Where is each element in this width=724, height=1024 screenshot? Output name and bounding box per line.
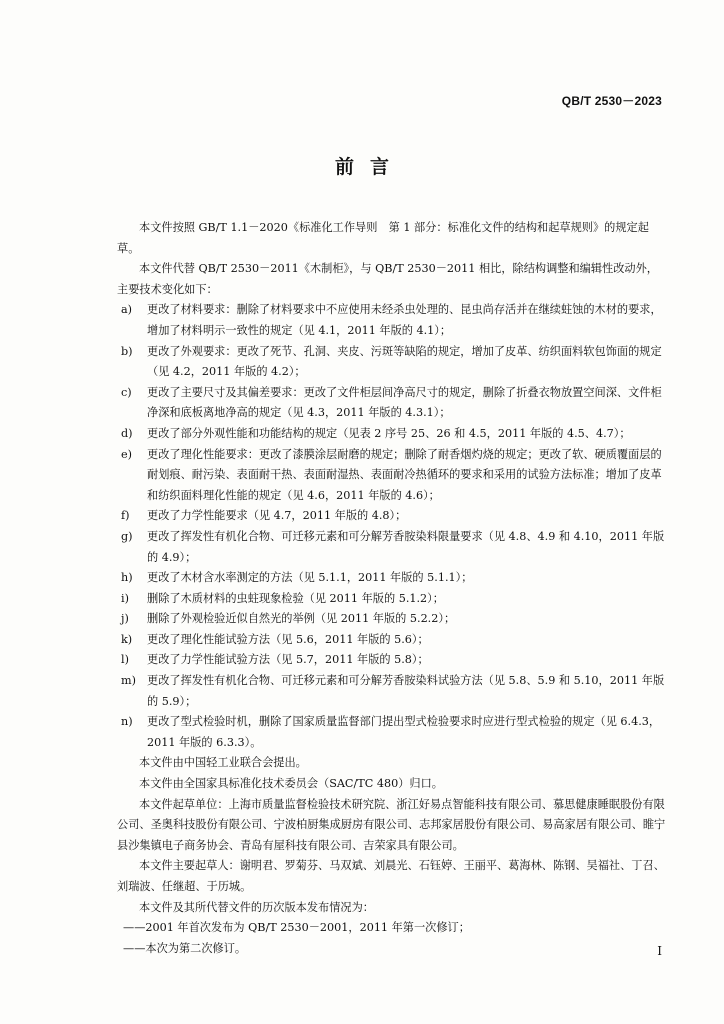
list-item-label: l) — [121, 653, 129, 667]
list-item — [117, 383, 669, 424]
history-intro-paragraph: 本文件及其所代替文件的历次版本发布情况为： — [139, 900, 374, 914]
list-item-label: a) — [121, 303, 133, 317]
list-item — [117, 300, 669, 341]
list-item-label: j) — [121, 612, 129, 626]
list-item-label: n) — [121, 715, 133, 729]
document-code: QB/T 2530－2023 — [561, 94, 662, 108]
list-item-text: 删除了外观检验近似自然光的举例（见 2011 年版的 5.2.2）； — [147, 612, 456, 626]
list-item — [117, 712, 669, 753]
list-item-label: k) — [121, 632, 133, 646]
list-item-label: c) — [121, 385, 132, 399]
list-item-text: 更改了材料要求：删除了材料要求中不应使用未经杀虫处理的、昆虫尚存活并在继续蛀蚀的木材的要求，增加了材料明示一致性的规定（见 4.1，2011 年版的 4.1）； — [147, 303, 662, 337]
drafters-paragraph: 本文件主要起草人：谢明君、罗菊芬、马双斌、刘晨光、石钰婷、王丽平、葛海林、陈钢、吴福社、丁召、刘瑞波、任继超、于历城。 — [117, 859, 665, 893]
list-item — [117, 671, 669, 712]
list-item-text: 更改了力学性能试验方法（见 5.7，2011 年版的 5.8）； — [147, 653, 429, 667]
history-entry: ——本次为第二次修订。 — [123, 941, 247, 955]
list-item — [117, 630, 669, 651]
proposer-paragraph: 本文件由中国轻工业联合会提出。 — [139, 756, 307, 770]
intro-paragraph: 本文件代替 QB/T 2530－2011《木制柜》，与 QB/T 2530－2011 相比，除结构调整和编辑性改动外，主要技术变化如下： — [117, 262, 658, 296]
list-item — [117, 609, 669, 630]
list-item-text: 更改了型式检验时机，删除了国家质量监督部门提出型式检验要求时应进行型式检验的规定（见 6.4.3，2011 年版的 6.3.3）。 — [147, 715, 661, 749]
intro-paragraph: 本文件按照 GB/T 1.1－2020《标准化工作导则 第 1 部分：标准化文件的结构和起草规则》的规定起草。 — [117, 221, 649, 255]
list-item-text: 更改了理化性能试验方法（见 5.6，2011 年版的 5.6）； — [147, 632, 429, 646]
list-item-label: i) — [121, 591, 129, 605]
list-item-text: 更改了力学性能要求（见 4.7，2011 年版的 4.8）； — [147, 509, 407, 523]
list-item-text: 更改了理化性能要求：更改了漆膜涂层耐磨的规定；删除了耐香烟灼烧的规定；更改了软、硬质覆面层的耐划痕、耐污染、表面耐干热、表面耐湿热、表面耐冷热循环的要求和采用的试验方法标准；增加了皮革和纺织面料理化性能的规定（见 4.6，2011 年版的 4.6）； — [147, 447, 662, 502]
list-item — [117, 445, 669, 507]
list-item — [117, 342, 669, 383]
page-title: 前言 — [334, 156, 405, 178]
list-item-text: 更改了挥发性有机化合物、可迁移元素和可分解芳香胺染料试验方法（见 5.8、5.9 和 5.10，2011 年版的 5.9）； — [147, 674, 665, 708]
list-item — [117, 527, 669, 568]
list-item-label: f) — [121, 509, 130, 523]
list-item-text: 更改了木材含水率测定的方法（见 5.1.1，2011 年版的 5.1.1）； — [147, 571, 473, 585]
list-item-label: h) — [121, 571, 133, 585]
list-item-text: 更改了部分外观性能和功能结构的规定（见表 2 序号 25、26 和 4.5，2011 年版的 4.5、4.7）； — [147, 426, 631, 440]
list-item-label: b) — [121, 344, 133, 358]
list-item — [117, 568, 669, 589]
foreword-body — [117, 218, 669, 959]
list-item-text: 删除了木质材料的虫蛀现象检验（见 2011 年版的 5.1.2）； — [147, 591, 444, 605]
list-item-text: 更改了主要尺寸及其偏差要求：更改了文件柜层间净高尺寸的规定，删除了折叠衣物放置空间深、文件柜净深和底板离地净高的规定（见 4.3，2011 年版的 4.3.1）； — [147, 385, 662, 420]
drafting-units-paragraph: 本文件起草单位：上海市质量监督检验技术研究院、浙江好易点智能科技有限公司、慕思健康睡眠股份有限公司、圣奥科技股份有限公司、宁波柏厨集成厨房有限公司、志邦家居股份有限公司、易高家居有限公司、睢宁县沙集镇电子商务协会、青岛有屋科技有限公司、吉荣家具有限公司。 — [117, 797, 666, 852]
list-item-text: 更改了外观要求：更改了死节、孔洞、夹皮、污斑等缺陷的规定，增加了皮革、纺织面料软包饰面的规定（见 4.2，2011 年版的 4.2）； — [147, 344, 662, 379]
list-item-label: m) — [121, 674, 136, 688]
list-item — [117, 424, 669, 445]
list-item-text: 更改了挥发性有机化合物、可迁移元素和可分解芳香胺染料限量要求（见 4.8、4.9 和 4.10，2011 年版的 4.9）； — [147, 529, 665, 564]
history-entry: ——2001 年首次发布为 QB/T 2530－2001，2011 年第一次修订； — [123, 921, 470, 935]
page-number: I — [657, 944, 662, 958]
list-item-label: d) — [121, 426, 133, 440]
list-item — [117, 650, 669, 671]
list-item — [117, 506, 669, 527]
list-item-label: g) — [121, 529, 133, 543]
list-item-label: e) — [121, 447, 132, 461]
changes-list — [117, 300, 669, 753]
administrator-paragraph: 本文件由全国家具标准化技术委员会（SAC/TC 480）归口。 — [139, 777, 443, 791]
list-item — [117, 589, 669, 610]
